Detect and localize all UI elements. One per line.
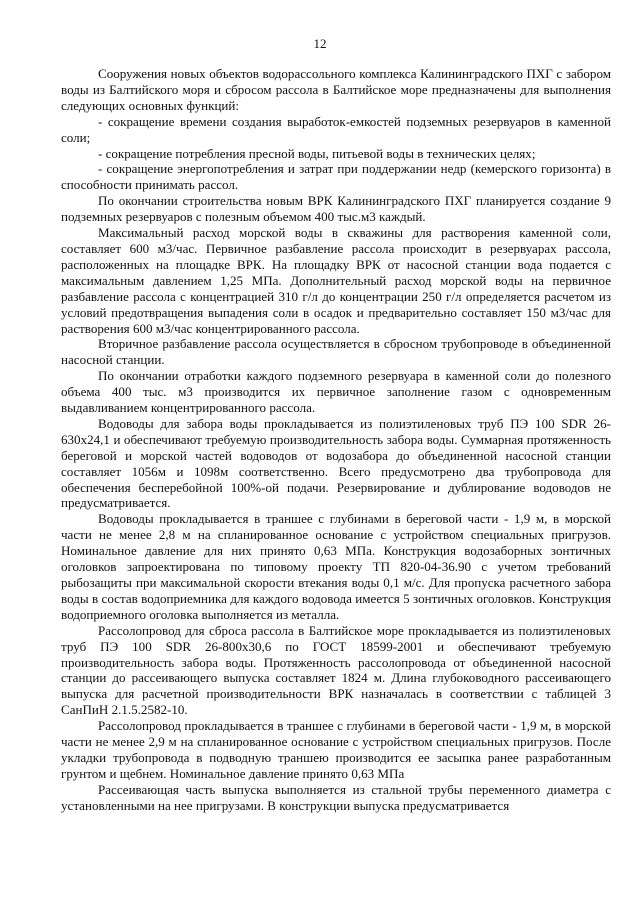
paragraph: Максимальный расход морской воды в скважины для растворения каменной соли, составляет 600 м3/час. Первичное разбавление рассола происходит в резервуарах рассола, расположенных на площадке ВРК. На площадку ВРК от насосной станции вода подается с максимальным давлением 1,25 МПа. Дополнительный расход морской воды на первичное разбавление рассола с концентрацией 310 г/л до концентрации 250 г/л определяется расчетом из условий предотвращения выпадения соли в осадок и предварительно составляет 150 м3/час для растворения 600 м3/час концентрированного рассола.	[61, 225, 611, 336]
paragraph: Рассеивающая часть выпуска выполняется из стальной трубы переменного диаметра с установленными на нее пригрузами. В конструкции выпуска предусматривается	[61, 781, 611, 813]
paragraph: По окончании строительства новым ВРК Калининградского ПХГ планируется создание 9 подземных резервуаров с полезным объемом 400 тыс.м3 каждый.	[61, 193, 611, 225]
page-number: 12	[313, 36, 327, 51]
paragraph: Водоводы для забора воды прокладывается из полиэтиленовых труб ПЭ 100 SDR 26-630х24,1 и обеспечивают требуемую производительность забора воды. Суммарная протяженность береговой и морской частей водоводов от водозабора до объединенной насосной станции составляет 1056м и 1098м соответственно. Всего предусмотрено два трубопровода для обеспечения бесперебойной 100%-ой подачи. Резервирование и дублирование водоводов не предусматривается.	[61, 415, 611, 511]
list-item: - сокращение потребления пресной воды, питьевой воды в технических целях;	[98, 145, 536, 161]
paragraph: Рассолопровод прокладывается в траншее с глубинами в береговой части - 1,9 м, в морской части не менее 2,9 м на спланированное основание с устройством специальных пригрузов. После укладки трубопровода в подводную траншею производится ее засыпка ранее разработанным грунтом и щебнем. Номинальное давление принято 0,63 МПа	[61, 718, 611, 781]
paragraph: По окончании отработки каждого подземного резервуара в каменной соли до полезного объема 400 тыс. м3 производится их первичное заполнение газом с одновременным выдавливанием концентрированного рассола.	[61, 368, 611, 416]
paragraph: Водоводы прокладывается в траншее с глубинами в береговой части - 1,9 м, в морской части не менее 2,8 м на спланированное основание с устройством специальных пригрузов. Номинальное давление для них принято 0,63 МПа. Конструкция водозаборных зонтичных оголовков запроектирована по типовому проекту ТП 820-04-36.90 с учетом требований рыбозащиты при максимальной скорости втекания воды 0,1 м/с. Для пропуска расчетного забора воды в состав водоприемника для каждого водовода имеется 5 зонтичных оголовков. Конструкция водоприемного оголовка выполняется из металла.	[61, 511, 611, 622]
document-body	[61, 66, 611, 814]
paragraph: Рассолопровод для сброса рассола в Балтийское море прокладывается из полиэтиленовых труб ПЭ 100 SDR 26-800х30,6 по ГОСТ 18599-2001 и обеспечивают требуемую производительность забора воды. Протяженность рассолопровода от объединенной насосной станции до рассеивающего выпуска составляет 1824 м. Длина глубоководного рассеивающего выпуска для расчетной производительности ВРК назначалась в соответствии с таблицей 3 СанПиН 2.1.5.2582-10.	[61, 622, 611, 718]
list-item: - сокращение времени создания выработок-емкостей подземных резервуаров в каменной соли;	[61, 113, 611, 145]
list-item: - сокращение энергопотребления и затрат при поддержании недр (кемерского горизонта) в способности принимать рассол.	[61, 161, 611, 193]
paragraph: Вторичное разбавление рассола осуществляется в сбросном трубопроводе в объединенной насосной станции.	[61, 336, 611, 368]
paragraph: Сооружения новых объектов водорассольного комплекса Калининградского ПХГ с забором воды из Балтийского моря и сбросом рассола в Балтийское море предназначены для выполнения следующих основных функций:	[61, 66, 611, 113]
